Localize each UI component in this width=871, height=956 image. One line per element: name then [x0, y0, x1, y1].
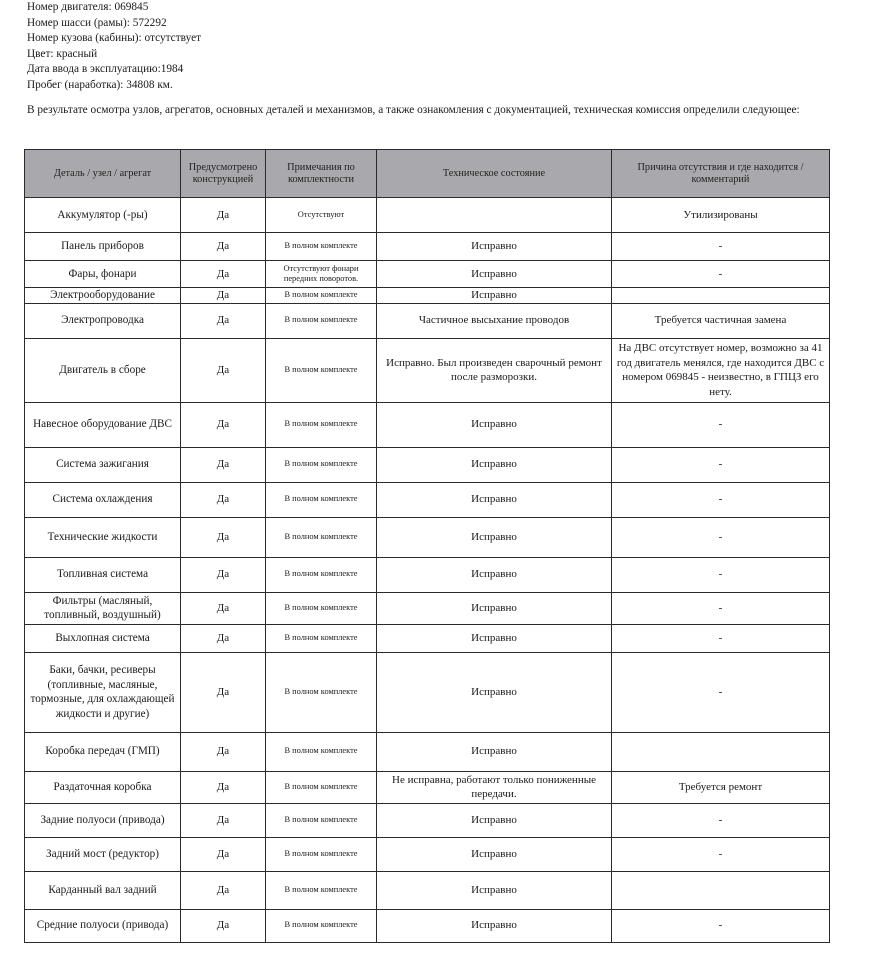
vehicle-info: [27, 0, 201, 94]
cell-part: Задний мост (редуктор): [25, 837, 181, 871]
cell-part: Двигатель в сборе: [25, 338, 181, 402]
cell-comment: -: [612, 837, 830, 871]
cell-provided: Да: [181, 837, 266, 871]
cell-provided: Да: [181, 303, 266, 338]
cell-condition: Исправно: [377, 288, 612, 304]
cell-provided: Да: [181, 288, 266, 304]
cell-condition: Не исправна, работают только пониженные передачи.: [377, 771, 612, 803]
cell-condition: Исправно: [377, 652, 612, 732]
cell-completeness: В полном комплекте: [266, 447, 377, 482]
cell-part: Технические жидкости: [25, 517, 181, 557]
cell-completeness: В полном комплекте: [266, 771, 377, 803]
cell-condition: Исправно: [377, 803, 612, 837]
cell-part: Электрооборудование: [25, 288, 181, 304]
cell-condition: Исправно: [377, 402, 612, 447]
cell-comment: -: [612, 482, 830, 517]
cell-comment: -: [612, 557, 830, 592]
cell-provided: Да: [181, 482, 266, 517]
cell-condition: Исправно: [377, 732, 612, 771]
cell-condition: [377, 198, 612, 233]
table-row: [25, 652, 830, 732]
table-row: [25, 402, 830, 447]
cell-condition: Исправно: [377, 233, 612, 261]
header-provided: Предусмотрено конструкцией: [181, 150, 266, 198]
table-row: [25, 624, 830, 652]
cell-comment: -: [612, 517, 830, 557]
cell-condition: Частичное высыхание проводов: [377, 303, 612, 338]
cell-provided: Да: [181, 338, 266, 402]
header-comment: Причина отсутствия и где находится / комментарий: [612, 150, 830, 198]
cell-completeness: В полном комплекте: [266, 233, 377, 261]
cell-comment: -: [612, 261, 830, 288]
cell-part: Раздаточная коробка: [25, 771, 181, 803]
cell-provided: Да: [181, 517, 266, 557]
cell-comment: -: [612, 233, 830, 261]
cell-completeness: В полном комплекте: [266, 624, 377, 652]
cell-condition: Исправно: [377, 624, 612, 652]
cell-part: Задние полуоси (привода): [25, 803, 181, 837]
cell-condition: Исправно. Был произведен сварочный ремонт после разморозки.: [377, 338, 612, 402]
header-part: Деталь / узел / агрегат: [25, 150, 181, 198]
cell-completeness: В полном комплекте: [266, 482, 377, 517]
cell-comment: [612, 871, 830, 909]
cell-completeness: В полном комплекте: [266, 557, 377, 592]
cell-part: Навесное оборудование ДВС: [25, 402, 181, 447]
table-row: [25, 198, 830, 233]
table-row: [25, 338, 830, 402]
cell-provided: Да: [181, 624, 266, 652]
cell-completeness: В полном комплекте: [266, 732, 377, 771]
cell-part: Средние полуоси (привода): [25, 909, 181, 942]
cell-comment: -: [612, 402, 830, 447]
cell-comment: -: [612, 803, 830, 837]
table-row: [25, 261, 830, 288]
cell-completeness: В полном комплекте: [266, 517, 377, 557]
cell-comment: Требуется ремонт: [612, 771, 830, 803]
cell-provided: Да: [181, 261, 266, 288]
table-row: [25, 837, 830, 871]
table-row: [25, 771, 830, 803]
cell-provided: Да: [181, 233, 266, 261]
cell-provided: Да: [181, 402, 266, 447]
inspection-table: [24, 149, 830, 943]
table-row: [25, 233, 830, 261]
table-row: [25, 288, 830, 304]
cell-comment: -: [612, 652, 830, 732]
cell-comment: [612, 732, 830, 771]
cell-part: Выхлопная система: [25, 624, 181, 652]
header-condition: Техническое состояние: [377, 150, 612, 198]
color: Цвет: красный: [27, 47, 98, 60]
cell-comment: -: [612, 447, 830, 482]
cell-part: Коробка передач (ГМП): [25, 732, 181, 771]
cell-provided: Да: [181, 447, 266, 482]
cell-comment: Требуется частичная замена: [612, 303, 830, 338]
cell-provided: Да: [181, 732, 266, 771]
cell-completeness: В полном комплекте: [266, 837, 377, 871]
cell-completeness: Отсутствуют фонари передних поворотов.: [266, 261, 377, 288]
cell-completeness: В полном комплекте: [266, 909, 377, 942]
cell-provided: Да: [181, 198, 266, 233]
body-number: Номер кузова (кабины): отсутствует: [27, 32, 202, 45]
cell-part: Фары, фонари: [25, 261, 181, 288]
cell-part: Карданный вал задний: [25, 871, 181, 909]
cell-condition: Исправно: [377, 482, 612, 517]
cell-comment: -: [612, 592, 830, 624]
cell-comment: [612, 288, 830, 304]
intro-text: В результате осмотра узлов, агрегатов, основных деталей и механизмов, а также ознакомления с документацией, техническая комиссия определили следующее:: [27, 104, 800, 116]
cell-completeness: В полном комплекте: [266, 592, 377, 624]
cell-provided: Да: [181, 652, 266, 732]
cell-provided: Да: [181, 803, 266, 837]
cell-condition: Исправно: [377, 837, 612, 871]
cell-condition: Исправно: [377, 517, 612, 557]
cell-completeness: В полном комплекте: [266, 303, 377, 338]
table-row: [25, 909, 830, 942]
cell-completeness: В полном комплекте: [266, 402, 377, 447]
table-body: [25, 198, 830, 943]
cell-provided: Да: [181, 557, 266, 592]
table-row: [25, 732, 830, 771]
cell-part: Топливная система: [25, 557, 181, 592]
cell-condition: Исправно: [377, 447, 612, 482]
cell-comment: На ДВС отсутствует номер, возможно за 41 год двигатель менялся, где находится ДВС с номером 069845 - неизвестно, в ГПЦЗ его нету.: [612, 338, 830, 402]
table-row: [25, 482, 830, 517]
table-row: [25, 303, 830, 338]
cell-condition: Исправно: [377, 871, 612, 909]
table-row: [25, 592, 830, 624]
cell-part: Баки, бачки, ресиверы (топливные, масляные, тормозные, для охлаждающей жидкости и другие): [25, 652, 181, 732]
cell-part: Аккумулятор (-ры): [25, 198, 181, 233]
cell-provided: Да: [181, 771, 266, 803]
cell-part: Система зажигания: [25, 447, 181, 482]
cell-condition: Исправно: [377, 557, 612, 592]
cell-part: Панель приборов: [25, 233, 181, 261]
cell-provided: Да: [181, 871, 266, 909]
cell-condition: Исправно: [377, 909, 612, 942]
cell-condition: Исправно: [377, 261, 612, 288]
cell-completeness: В полном комплекте: [266, 871, 377, 909]
cell-condition: Исправно: [377, 592, 612, 624]
cell-part: Система охлаждения: [25, 482, 181, 517]
engine-number: Номер двигателя: 069845: [27, 1, 149, 13]
table-row: [25, 871, 830, 909]
cell-part: Электропроводка: [25, 303, 181, 338]
cell-provided: Да: [181, 909, 266, 942]
header-completeness: Примечания по комплектности: [266, 150, 377, 198]
chassis-number: Номер шасси (рамы): 572292: [27, 16, 167, 29]
cell-part: Фильтры (масляный, топливный, воздушный): [25, 592, 181, 624]
table-row: [25, 447, 830, 482]
cell-comment: -: [612, 909, 830, 942]
table-row: [25, 557, 830, 592]
cell-completeness: В полном комплекте: [266, 338, 377, 402]
table-header-row: [25, 150, 830, 198]
cell-completeness: В полном комплекте: [266, 288, 377, 304]
cell-comment: -: [612, 624, 830, 652]
cell-comment: Утилизированы: [612, 198, 830, 233]
commissioning-date: Дата ввода в эксплуатацию:1984: [27, 63, 184, 76]
table-row: [25, 803, 830, 837]
cell-completeness: В полном комплекте: [266, 652, 377, 732]
cell-completeness: В полном комплекте: [266, 803, 377, 837]
mileage: Пробег (наработка): 34808 км.: [27, 78, 173, 91]
cell-provided: Да: [181, 592, 266, 624]
cell-completeness: Отсутствуют: [266, 198, 377, 233]
table-row: [25, 517, 830, 557]
